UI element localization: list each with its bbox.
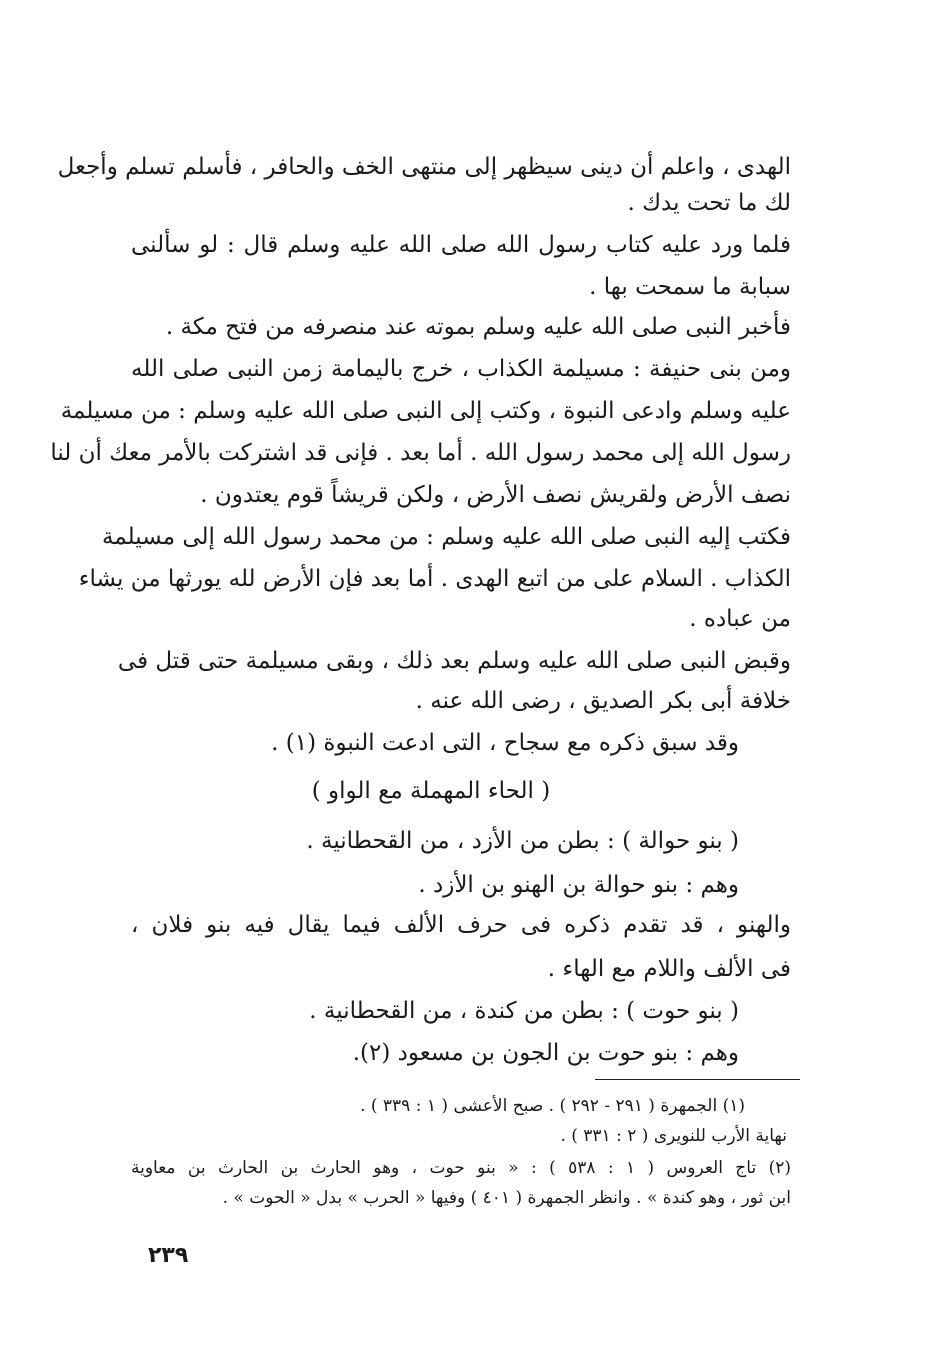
footnote-line-3: (٢) تاج العروس ( ١ : ٥٣٨ ) : « بنو حوت ، وهو الحارث بن الحارث بن معاوية bbox=[131, 1158, 791, 1178]
body-line-17: ( بنو حوالة ) : بطن من الأزد ، من القحطانية . bbox=[306, 828, 739, 854]
body-line-5: فأخبر النبى صلى الله عليه وسلم بموته عند منصرفه من فتح مكة . bbox=[165, 314, 791, 340]
body-line-10: فكتب إليه النبى صلى الله عليه وسلم : من محمد رسول الله إلى مسيلمة bbox=[102, 524, 791, 550]
body-line-15: وقد سبق ذكره مع سجاح ، التى ادعت النبوة (١) . bbox=[271, 730, 739, 756]
body-line-9: نصف الأرض ولقريش نصف الأرض ، ولكن قريشاً قوم يعتدون . bbox=[200, 482, 791, 508]
footnote-line-1: (١) الجمهرة ( ٢٩١ - ٢٩٢ ) . صبح الأعشى ( ١ : ٣٣٩ ) . bbox=[360, 1096, 745, 1116]
footnote-line-4: ابن ثور ، وهو كندة » . وانظر الجمهرة ( ٤٠١ ) وفيها « الحرب » بدل « الحوت » . bbox=[222, 1188, 791, 1208]
body-line-4: سبابة ما سمحت بها . bbox=[589, 274, 791, 300]
body-line-12: من عباده . bbox=[689, 606, 791, 632]
body-line-6: ومن بنى حنيفة : مسيلمة الكذاب ، خرج باليمامة زمن النبى صلى الله bbox=[131, 356, 791, 382]
body-line-20: فى الألف واللام مع الهاء . bbox=[547, 956, 791, 982]
footnote-line-2: نهاية الأرب للنويرى ( ٢ : ٣٣١ ) . bbox=[560, 1126, 787, 1146]
body-line-19: والهنو ، قد تقدم ذكره فى حرف الألف فيما يقال فيه بنو فلان ، bbox=[131, 912, 791, 938]
body-line-11: الكذاب . السلام على من اتبع الهدى . أما بعد فإن الأرض لله يورثها من يشاء bbox=[78, 566, 791, 592]
body-line-14: خلافة أبى بكر الصديق ، رضى الله عنه . bbox=[415, 688, 791, 714]
section-heading: ( الحاء المهملة مع الواو ) bbox=[311, 778, 551, 804]
body-line-2: لك ما تحت يدك . bbox=[627, 190, 791, 216]
body-line-1: الهدى ، واعلم أن دينى سيظهر إلى منتهى الخف والحافر ، فأسلم تسلم وأجعل bbox=[57, 154, 791, 180]
footnote-separator bbox=[595, 1079, 800, 1080]
body-line-3: فلما ورد عليه كتاب رسول الله صلى الله عليه وسلم قال : لو سألنى bbox=[131, 232, 791, 258]
body-line-18: وهم : بنو حوالة بن الهنو بن الأزد . bbox=[418, 872, 739, 898]
body-line-8: رسول الله إلى محمد رسول الله . أما بعد . فإنى قد اشتركت بالأمر معك أن لنا bbox=[50, 440, 791, 466]
body-line-22: وهم : بنو حوت بن الجون بن مسعود (٢). bbox=[352, 1040, 739, 1066]
body-line-21: ( بنو حوت ) : بطن من كندة ، من القحطانية . bbox=[309, 998, 739, 1024]
body-line-13: وقبض النبى صلى الله عليه وسلم بعد ذلك ، وبقى مسيلمة حتى قتل فى bbox=[117, 648, 791, 674]
page-number: ٢٣٩ bbox=[148, 1243, 189, 1268]
body-line-7: عليه وسلم وادعى النبوة ، وكتب إلى النبى صلى الله عليه وسلم : من مسيلمة bbox=[60, 398, 791, 424]
